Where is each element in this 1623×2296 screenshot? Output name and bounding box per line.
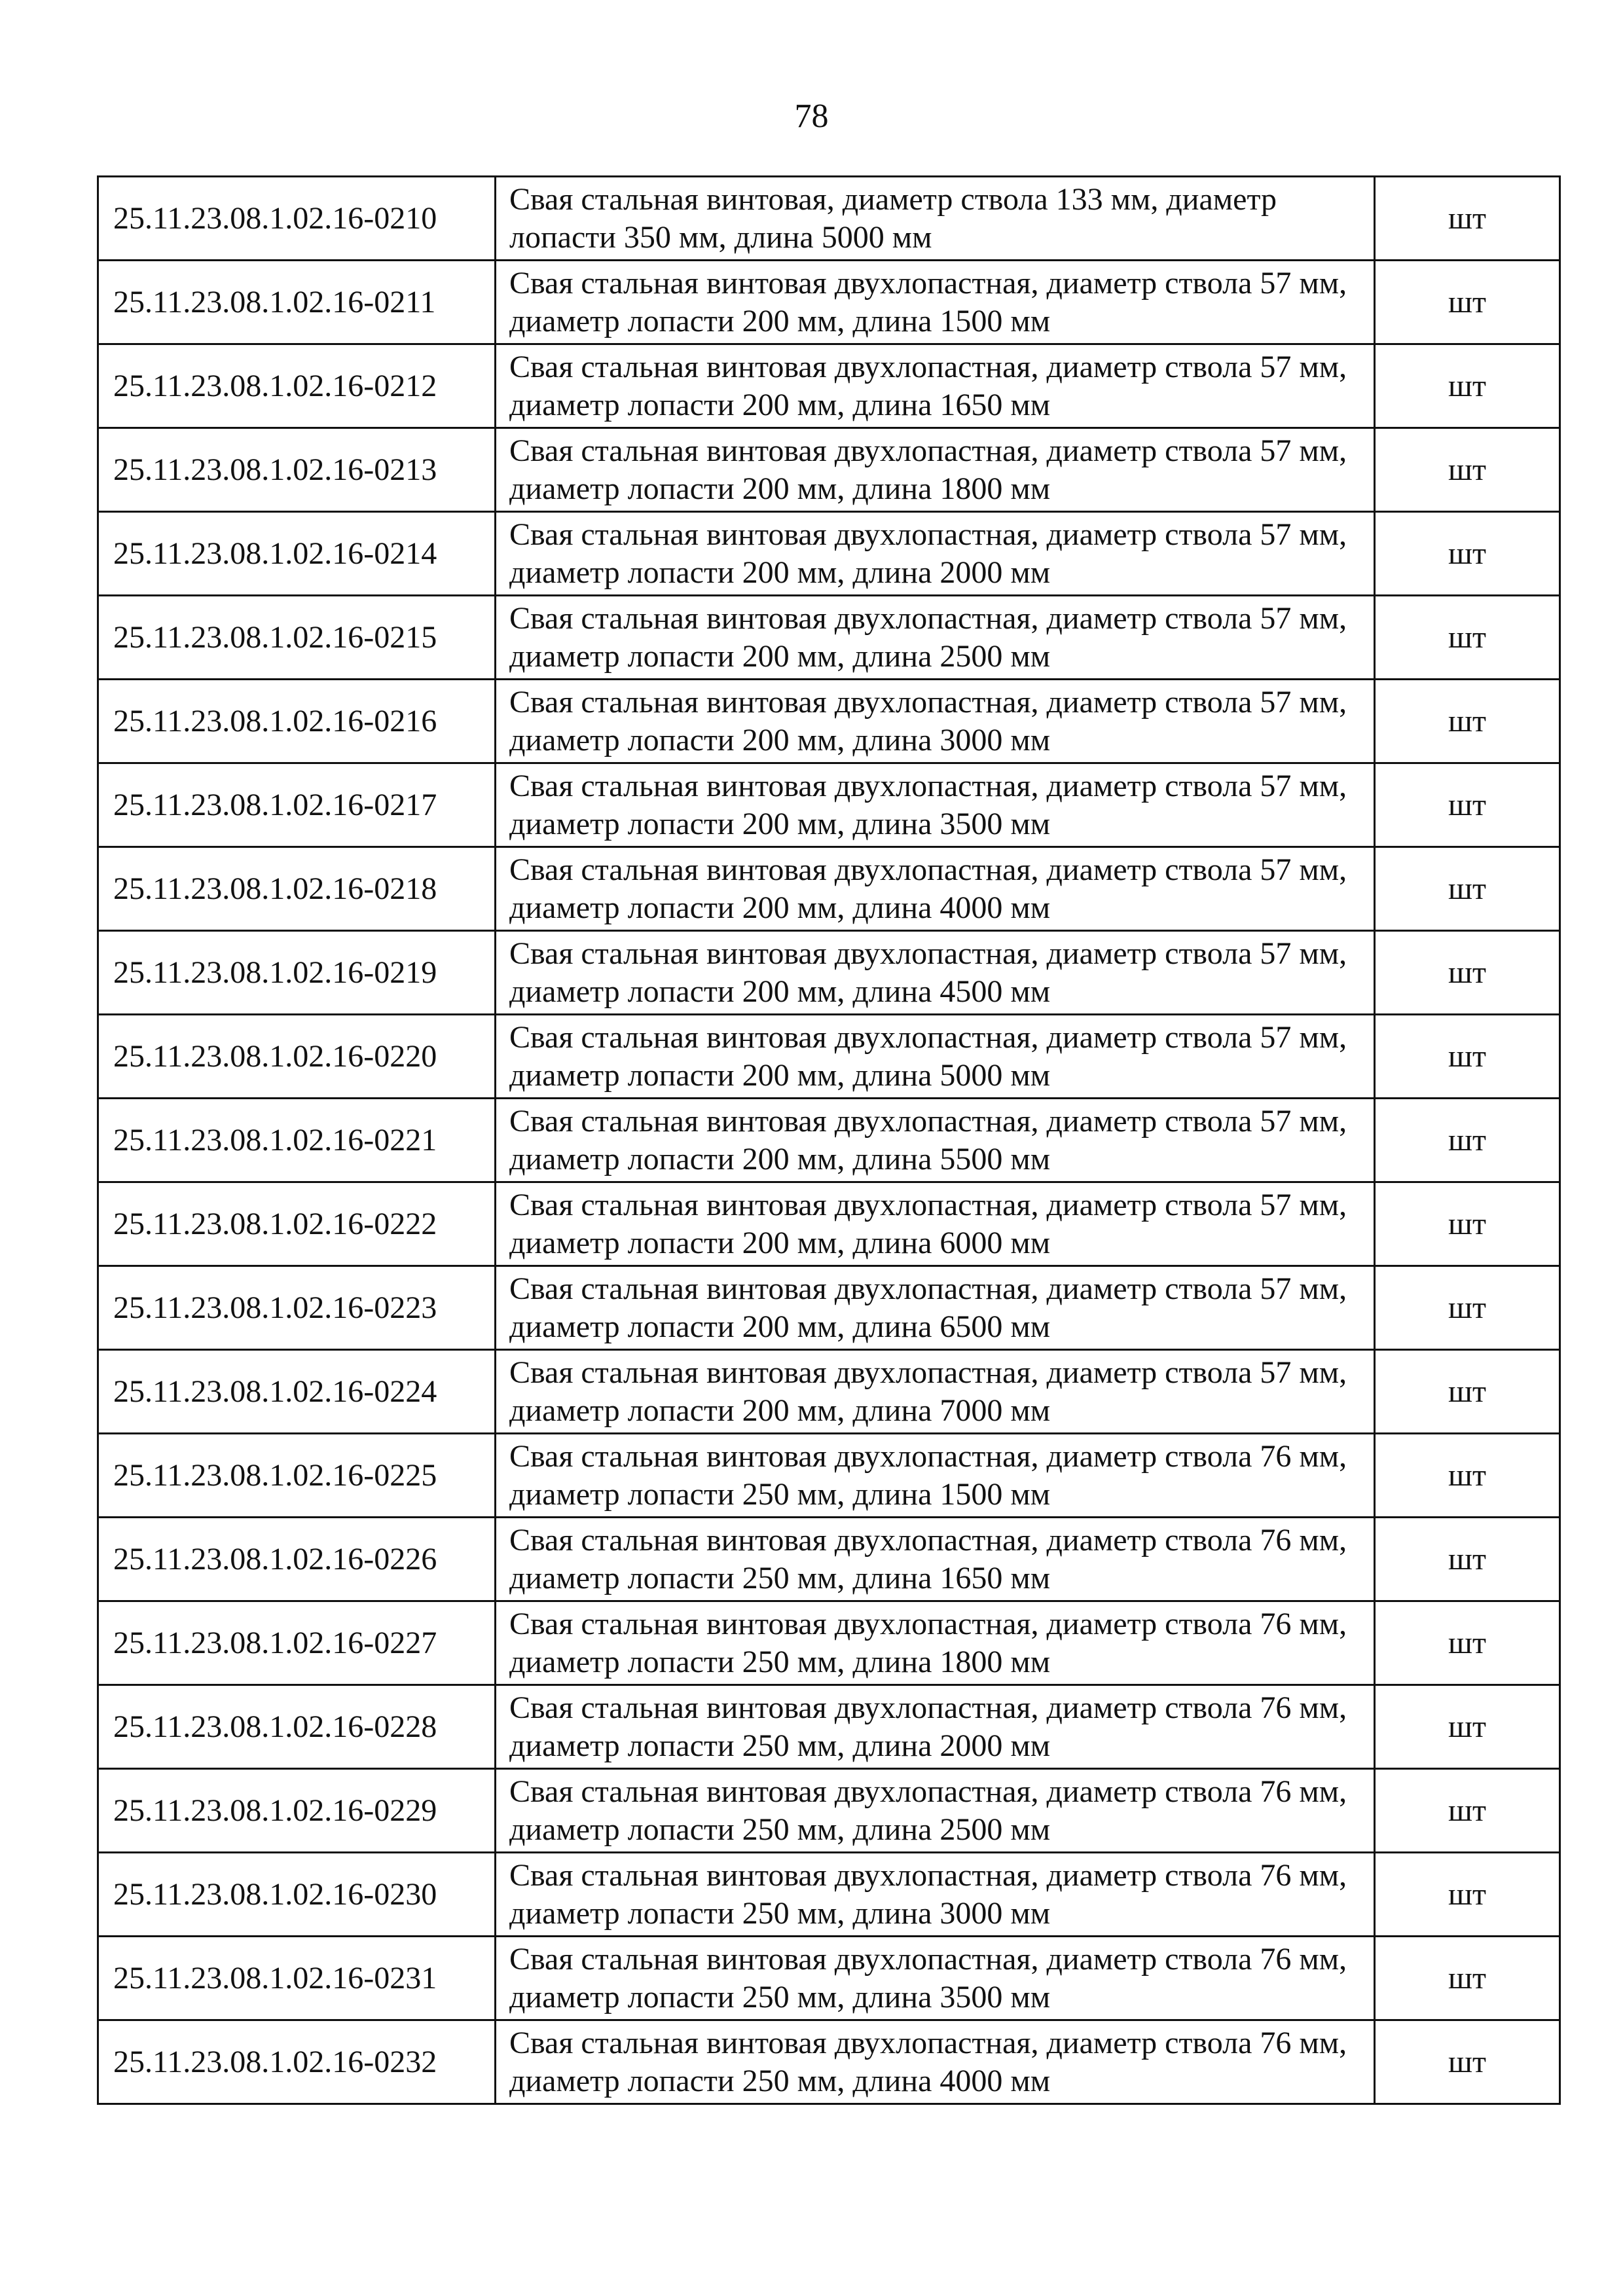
resource-code-cell: 25.11.23.08.1.02.16-0224	[98, 1350, 496, 1434]
resource-code-cell: 25.11.23.08.1.02.16-0213	[98, 428, 496, 512]
unit-cell: шт	[1375, 1937, 1560, 2020]
table-row	[98, 1182, 1560, 1266]
resource-description-cell: Свая стальная винтовая двухлопастная, диаметр ствола 57 мм, диаметр лопасти 200 мм, длина 5500 мм	[496, 1099, 1375, 1182]
resource-table	[97, 175, 1561, 2105]
table-row	[98, 931, 1560, 1015]
resource-description-cell: Свая стальная винтовая двухлопастная, диаметр ствола 57 мм, диаметр лопасти 200 мм, длина 3500 мм	[496, 763, 1375, 847]
page-number: 78	[794, 98, 829, 135]
unit-cell: шт	[1375, 596, 1560, 680]
resource-code-cell: 25.11.23.08.1.02.16-0229	[98, 1769, 496, 1853]
resource-code-cell: 25.11.23.08.1.02.16-0214	[98, 512, 496, 596]
unit-cell: шт	[1375, 1853, 1560, 1937]
resource-code-cell: 25.11.23.08.1.02.16-0226	[98, 1518, 496, 1601]
table-row	[98, 847, 1560, 931]
resource-code-cell: 25.11.23.08.1.02.16-0217	[98, 763, 496, 847]
table-row	[98, 596, 1560, 680]
unit-cell: шт	[1375, 1769, 1560, 1853]
resource-description-cell: Свая стальная винтовая двухлопастная, диаметр ствола 57 мм, диаметр лопасти 200 мм, длина 4500 мм	[496, 931, 1375, 1015]
resource-code-cell: 25.11.23.08.1.02.16-0216	[98, 680, 496, 763]
unit-cell: шт	[1375, 428, 1560, 512]
resource-description-cell: Свая стальная винтовая двухлопастная, диаметр ствола 57 мм, диаметр лопасти 200 мм, длина 2000 мм	[496, 512, 1375, 596]
resource-description-cell: Свая стальная винтовая двухлопастная, диаметр ствола 57 мм, диаметр лопасти 200 мм, длина 1500 мм	[496, 261, 1375, 344]
resource-description-cell: Свая стальная винтовая двухлопастная, диаметр ствола 76 мм, диаметр лопасти 250 мм, длина 2000 мм	[496, 1685, 1375, 1769]
resource-code-cell: 25.11.23.08.1.02.16-0227	[98, 1601, 496, 1685]
resource-code-cell: 25.11.23.08.1.02.16-0221	[98, 1099, 496, 1182]
resource-description-cell: Свая стальная винтовая двухлопастная, диаметр ствола 57 мм, диаметр лопасти 200 мм, длина 5000 мм	[496, 1015, 1375, 1099]
resource-description-cell: Свая стальная винтовая двухлопастная, диаметр ствола 76 мм, диаметр лопасти 250 мм, длина 1500 мм	[496, 1434, 1375, 1518]
table-row	[98, 428, 1560, 512]
unit-cell: шт	[1375, 512, 1560, 596]
resource-description-cell: Свая стальная винтовая двухлопастная, диаметр ствола 57 мм, диаметр лопасти 200 мм, длина 1800 мм	[496, 428, 1375, 512]
unit-cell: шт	[1375, 2020, 1560, 2104]
resource-description-cell: Свая стальная винтовая двухлопастная, диаметр ствола 57 мм, диаметр лопасти 200 мм, длина 4000 мм	[496, 847, 1375, 931]
resource-description-cell: Свая стальная винтовая двухлопастная, диаметр ствола 76 мм, диаметр лопасти 250 мм, длина 1800 мм	[496, 1601, 1375, 1685]
resource-code-cell: 25.11.23.08.1.02.16-0212	[98, 344, 496, 428]
table-row	[98, 1434, 1560, 1518]
resource-code-cell: 25.11.23.08.1.02.16-0211	[98, 261, 496, 344]
resource-code-cell: 25.11.23.08.1.02.16-0215	[98, 596, 496, 680]
resource-description-cell: Свая стальная винтовая, диаметр ствола 133 мм, диаметр лопасти 350 мм, длина 5000 мм	[496, 177, 1375, 261]
table-row	[98, 1099, 1560, 1182]
resource-code-cell: 25.11.23.08.1.02.16-0220	[98, 1015, 496, 1099]
unit-cell: шт	[1375, 763, 1560, 847]
table-row	[98, 1769, 1560, 1853]
resource-description-cell: Свая стальная винтовая двухлопастная, диаметр ствола 57 мм, диаметр лопасти 200 мм, длина 6000 мм	[496, 1182, 1375, 1266]
unit-cell: шт	[1375, 1099, 1560, 1182]
resource-code-cell: 25.11.23.08.1.02.16-0232	[98, 2020, 496, 2104]
table-row	[98, 680, 1560, 763]
table-row	[98, 763, 1560, 847]
table-row	[98, 177, 1560, 261]
resource-description-cell: Свая стальная винтовая двухлопастная, диаметр ствола 57 мм, диаметр лопасти 200 мм, длина 6500 мм	[496, 1266, 1375, 1350]
resource-code-cell: 25.11.23.08.1.02.16-0231	[98, 1937, 496, 2020]
resource-code-cell: 25.11.23.08.1.02.16-0223	[98, 1266, 496, 1350]
unit-cell: шт	[1375, 344, 1560, 428]
unit-cell: шт	[1375, 680, 1560, 763]
table-row	[98, 1685, 1560, 1769]
table-row	[98, 344, 1560, 428]
unit-cell: шт	[1375, 1434, 1560, 1518]
resource-code-cell: 25.11.23.08.1.02.16-0218	[98, 847, 496, 931]
unit-cell: шт	[1375, 931, 1560, 1015]
table-row	[98, 512, 1560, 596]
unit-cell: шт	[1375, 177, 1560, 261]
table-row	[98, 2020, 1560, 2104]
resource-code-cell: 25.11.23.08.1.02.16-0230	[98, 1853, 496, 1937]
resource-description-cell: Свая стальная винтовая двухлопастная, диаметр ствола 57 мм, диаметр лопасти 200 мм, длина 1650 мм	[496, 344, 1375, 428]
unit-cell: шт	[1375, 1350, 1560, 1434]
table-row	[98, 1601, 1560, 1685]
resource-description-cell: Свая стальная винтовая двухлопастная, диаметр ствола 76 мм, диаметр лопасти 250 мм, длина 1650 мм	[496, 1518, 1375, 1601]
resource-code-cell: 25.11.23.08.1.02.16-0210	[98, 177, 496, 261]
resource-description-cell: Свая стальная винтовая двухлопастная, диаметр ствола 57 мм, диаметр лопасти 200 мм, длина 2500 мм	[496, 596, 1375, 680]
resource-description-cell: Свая стальная винтовая двухлопастная, диаметр ствола 76 мм, диаметр лопасти 250 мм, длина 4000 мм	[496, 2020, 1375, 2104]
table-row	[98, 1853, 1560, 1937]
resource-description-cell: Свая стальная винтовая двухлопастная, диаметр ствола 76 мм, диаметр лопасти 250 мм, длина 3500 мм	[496, 1937, 1375, 2020]
resource-description-cell: Свая стальная винтовая двухлопастная, диаметр ствола 76 мм, диаметр лопасти 250 мм, длина 2500 мм	[496, 1769, 1375, 1853]
unit-cell: шт	[1375, 1182, 1560, 1266]
resource-description-cell: Свая стальная винтовая двухлопастная, диаметр ствола 57 мм, диаметр лопасти 200 мм, длина 7000 мм	[496, 1350, 1375, 1434]
resource-code-cell: 25.11.23.08.1.02.16-0225	[98, 1434, 496, 1518]
table-row	[98, 1350, 1560, 1434]
resource-code-cell: 25.11.23.08.1.02.16-0228	[98, 1685, 496, 1769]
table-row	[98, 261, 1560, 344]
resource-description-cell: Свая стальная винтовая двухлопастная, диаметр ствола 57 мм, диаметр лопасти 200 мм, длина 3000 мм	[496, 680, 1375, 763]
unit-cell: шт	[1375, 1601, 1560, 1685]
table-row	[98, 1937, 1560, 2020]
resource-description-cell: Свая стальная винтовая двухлопастная, диаметр ствола 76 мм, диаметр лопасти 250 мм, длина 3000 мм	[496, 1853, 1375, 1937]
resource-code-cell: 25.11.23.08.1.02.16-0219	[98, 931, 496, 1015]
unit-cell: шт	[1375, 1266, 1560, 1350]
table-row	[98, 1266, 1560, 1350]
unit-cell: шт	[1375, 1685, 1560, 1769]
unit-cell: шт	[1375, 847, 1560, 931]
resource-code-cell: 25.11.23.08.1.02.16-0222	[98, 1182, 496, 1266]
table-row	[98, 1518, 1560, 1601]
unit-cell: шт	[1375, 261, 1560, 344]
table-body	[98, 177, 1560, 2104]
unit-cell: шт	[1375, 1518, 1560, 1601]
unit-cell: шт	[1375, 1015, 1560, 1099]
table-row	[98, 1015, 1560, 1099]
